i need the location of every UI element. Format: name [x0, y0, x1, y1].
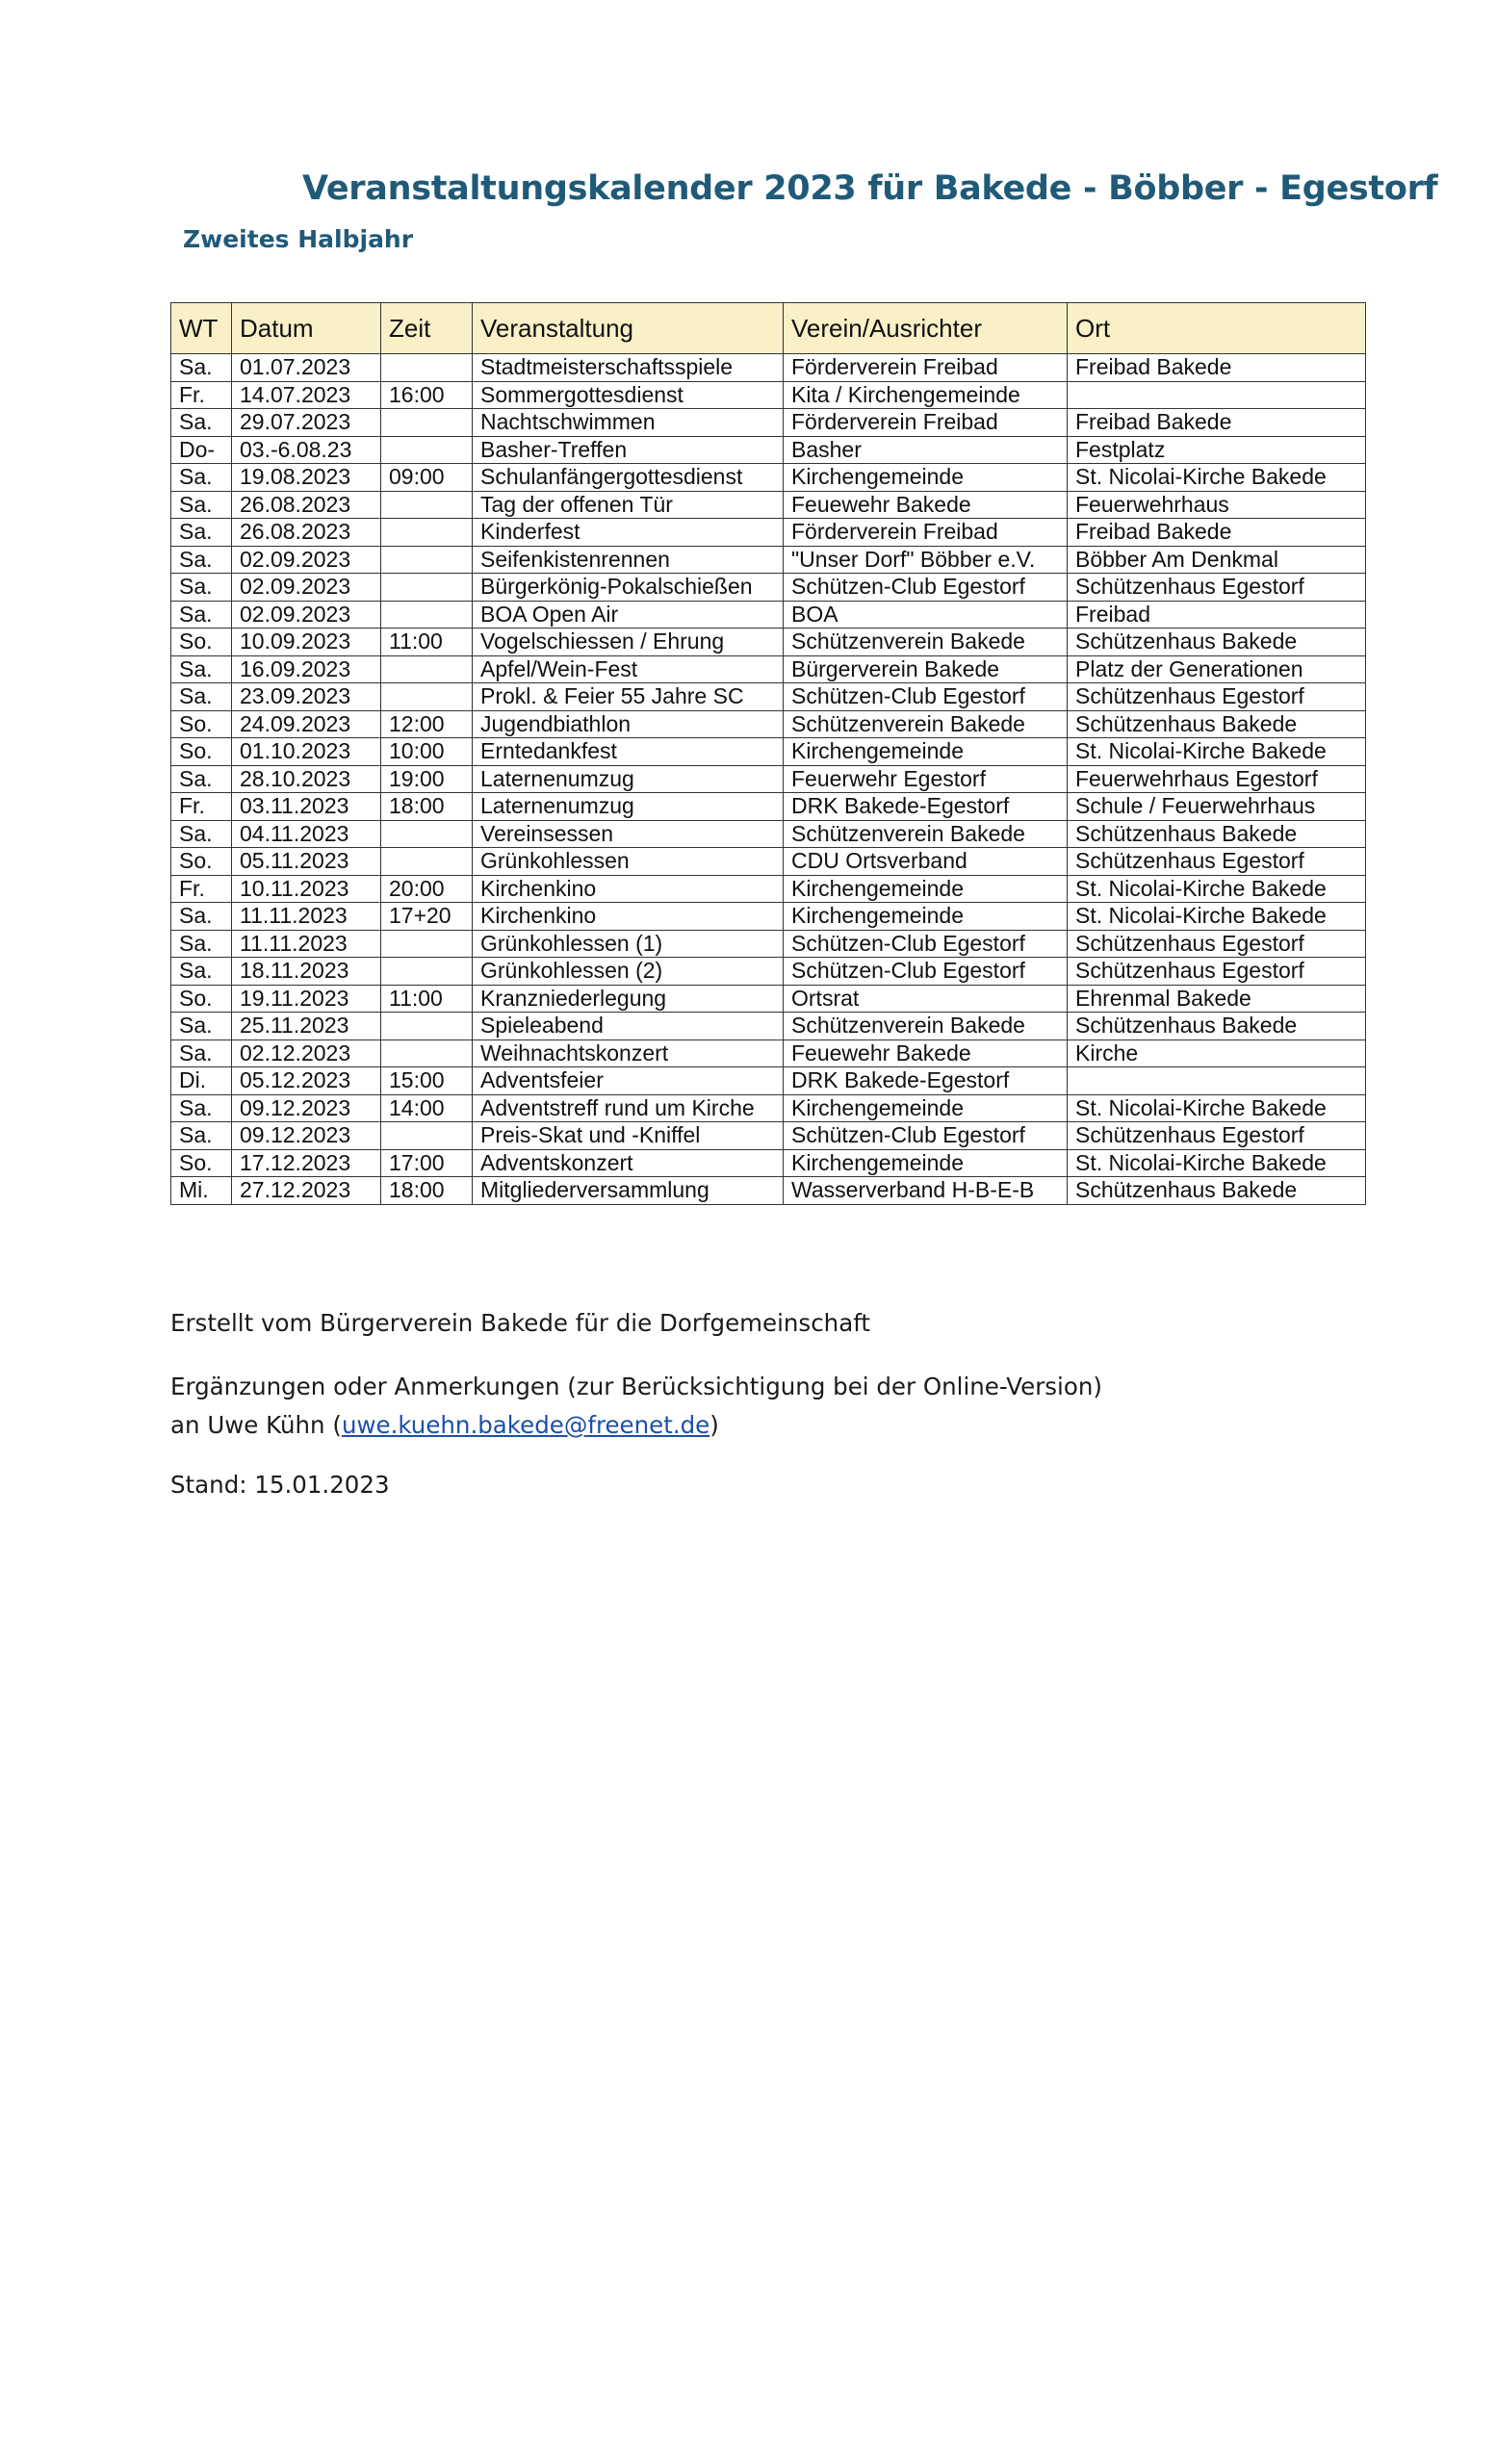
organizer-cell: DRK Bakede-Egestorf: [784, 1067, 1068, 1095]
events-table: [170, 302, 1366, 1205]
organizer-cell: Kirchengemeinde: [784, 464, 1068, 492]
weekday-cell: Sa.: [171, 958, 232, 986]
table-row: [171, 354, 1366, 382]
date-cell: 02.09.2023: [232, 601, 381, 629]
table-row: [171, 958, 1366, 986]
weekday-cell: Do-: [171, 436, 232, 464]
organizer-cell: Schützenverein Bakede: [784, 820, 1068, 848]
location-cell: Festplatz: [1068, 436, 1366, 464]
organizer-cell: Bürgerverein Bakede: [784, 655, 1068, 683]
time-cell: [381, 930, 473, 958]
time-cell: [381, 409, 473, 437]
date-cell: 26.08.2023: [232, 519, 381, 547]
location-cell: [1068, 381, 1366, 409]
time-cell: 17+20: [381, 903, 473, 931]
date-cell: 18.11.2023: [232, 958, 381, 986]
weekday-cell: So.: [171, 985, 232, 1013]
location-cell: Schützenhaus Bakede: [1068, 629, 1366, 656]
table-row: [171, 1149, 1366, 1177]
location-cell: Böbber Am Denkmal: [1068, 546, 1366, 574]
date-cell: 05.11.2023: [232, 848, 381, 876]
date-cell: 02.09.2023: [232, 574, 381, 602]
organizer-cell: Förderverein Freibad: [784, 409, 1068, 437]
location-cell: St. Nicolai-Kirche Bakede: [1068, 738, 1366, 766]
organizer-cell: BOA: [784, 601, 1068, 629]
organizer-cell: CDU Ortsverband: [784, 848, 1068, 876]
weekday-cell: Sa.: [171, 519, 232, 547]
table-row: [171, 546, 1366, 574]
location-cell: St. Nicolai-Kirche Bakede: [1068, 1094, 1366, 1122]
organizer-cell: Kirchengemeinde: [784, 903, 1068, 931]
time-cell: [381, 1122, 473, 1150]
organizer-cell: Schützen-Club Egestorf: [784, 930, 1068, 958]
date-cell: 03.11.2023: [232, 793, 381, 821]
location-cell: Platz der Generationen: [1068, 655, 1366, 683]
location-cell: St. Nicolai-Kirche Bakede: [1068, 464, 1366, 492]
weekday-cell: So.: [171, 1149, 232, 1177]
table-row: [171, 985, 1366, 1013]
table-body: [171, 354, 1366, 1205]
time-cell: 14:00: [381, 1094, 473, 1122]
location-cell: Schützenhaus Egestorf: [1068, 930, 1366, 958]
location-cell: Schützenhaus Egestorf: [1068, 683, 1366, 711]
weekday-cell: So.: [171, 710, 232, 738]
table-row: [171, 1094, 1366, 1122]
table-row: [171, 765, 1366, 793]
time-cell: 09:00: [381, 464, 473, 492]
time-cell: [381, 820, 473, 848]
date-cell: 01.07.2023: [232, 354, 381, 382]
event-cell: Mitgliederversammlung: [473, 1177, 784, 1205]
time-cell: 15:00: [381, 1067, 473, 1095]
column-header-date: Datum: [232, 303, 381, 354]
table-row: [171, 683, 1366, 711]
organizer-cell: Förderverein Freibad: [784, 354, 1068, 382]
date-cell: 10.11.2023: [232, 875, 381, 903]
organizer-cell: Kirchengemeinde: [784, 1094, 1068, 1122]
date-cell: 11.11.2023: [232, 930, 381, 958]
event-cell: BOA Open Air: [473, 601, 784, 629]
weekday-cell: Sa.: [171, 683, 232, 711]
weekday-cell: Di.: [171, 1067, 232, 1095]
event-cell: Grünkohlessen (2): [473, 958, 784, 986]
weekday-cell: Sa.: [171, 1040, 232, 1067]
event-cell: Kirchenkino: [473, 875, 784, 903]
weekday-cell: Sa.: [171, 765, 232, 793]
weekday-cell: Fr.: [171, 381, 232, 409]
date-cell: 23.09.2023: [232, 683, 381, 711]
date-cell: 27.12.2023: [232, 1177, 381, 1205]
date-cell: 19.11.2023: [232, 985, 381, 1013]
table-row: [171, 1177, 1366, 1205]
weekday-cell: Sa.: [171, 574, 232, 602]
event-cell: Spieleabend: [473, 1013, 784, 1040]
event-cell: Sommergottesdienst: [473, 381, 784, 409]
table-row: [171, 710, 1366, 738]
weekday-cell: Sa.: [171, 1013, 232, 1040]
table-row: [171, 629, 1366, 656]
table-row: [171, 574, 1366, 602]
organizer-cell: Feuerwehr Egestorf: [784, 765, 1068, 793]
table-row: [171, 464, 1366, 492]
time-cell: [381, 958, 473, 986]
event-cell: Stadtmeisterschaftsspiele: [473, 354, 784, 382]
event-cell: Kirchenkino: [473, 903, 784, 931]
date-cell: 01.10.2023: [232, 738, 381, 766]
weekday-cell: So.: [171, 629, 232, 656]
time-cell: [381, 354, 473, 382]
document-title: Veranstaltungskalender 2023 für Bakede - Böbber - Egestorf: [302, 169, 1438, 208]
location-cell: Ehrenmal Bakede: [1068, 985, 1366, 1013]
event-cell: Nachtschwimmen: [473, 409, 784, 437]
event-cell: Adventsfeier: [473, 1067, 784, 1095]
table-row: [171, 1013, 1366, 1040]
time-cell: [381, 848, 473, 876]
weekday-cell: Sa.: [171, 491, 232, 519]
event-cell: Grünkohlessen (1): [473, 930, 784, 958]
weekday-cell: Sa.: [171, 409, 232, 437]
table-row: [171, 1040, 1366, 1067]
status-date: Stand: 15.01.2023: [170, 1471, 390, 1499]
location-cell: Schützenhaus Egestorf: [1068, 958, 1366, 986]
weekday-cell: Sa.: [171, 546, 232, 574]
time-cell: [381, 519, 473, 547]
weekday-cell: Sa.: [171, 903, 232, 931]
event-cell: Seifenkistenrennen: [473, 546, 784, 574]
organizer-cell: Basher: [784, 436, 1068, 464]
date-cell: 02.09.2023: [232, 546, 381, 574]
location-cell: Freibad Bakede: [1068, 354, 1366, 382]
time-cell: 18:00: [381, 1177, 473, 1205]
location-cell: Freibad: [1068, 601, 1366, 629]
location-cell: Freibad Bakede: [1068, 409, 1366, 437]
date-cell: 04.11.2023: [232, 820, 381, 848]
date-cell: 14.07.2023: [232, 381, 381, 409]
time-cell: 19:00: [381, 765, 473, 793]
table-row: [171, 381, 1366, 409]
time-cell: 16:00: [381, 381, 473, 409]
table-row: [171, 930, 1366, 958]
location-cell: St. Nicolai-Kirche Bakede: [1068, 1149, 1366, 1177]
table-row: [171, 655, 1366, 683]
organizer-cell: Schützenverein Bakede: [784, 1013, 1068, 1040]
event-cell: Vereinsessen: [473, 820, 784, 848]
location-cell: Schützenhaus Bakede: [1068, 820, 1366, 848]
event-cell: Prokl. & Feier 55 Jahre SC: [473, 683, 784, 711]
organizer-cell: Kirchengemeinde: [784, 738, 1068, 766]
weekday-cell: Sa.: [171, 820, 232, 848]
contact-prefix: an Uwe Kühn (: [170, 1411, 342, 1439]
table-row: [171, 409, 1366, 437]
date-cell: 09.12.2023: [232, 1094, 381, 1122]
location-cell: Feuerwehrhaus Egestorf: [1068, 765, 1366, 793]
weekday-cell: Sa.: [171, 1122, 232, 1150]
weekday-cell: Sa.: [171, 930, 232, 958]
organizer-cell: Kirchengemeinde: [784, 875, 1068, 903]
organizer-cell: Schützen-Club Egestorf: [784, 1122, 1068, 1150]
event-cell: Adventstreff rund um Kirche: [473, 1094, 784, 1122]
time-cell: 11:00: [381, 985, 473, 1013]
table-row: [171, 436, 1366, 464]
date-cell: 26.08.2023: [232, 491, 381, 519]
organizer-cell: Feuewehr Bakede: [784, 491, 1068, 519]
organizer-cell: Wasserverband H-B-E-B: [784, 1177, 1068, 1205]
weekday-cell: Sa.: [171, 464, 232, 492]
table-row: [171, 1067, 1366, 1095]
location-cell: Schule / Feuerwehrhaus: [1068, 793, 1366, 821]
time-cell: 20:00: [381, 875, 473, 903]
organizer-cell: Schützen-Club Egestorf: [784, 958, 1068, 986]
event-cell: Bürgerkönig-Pokalschießen: [473, 574, 784, 602]
time-cell: 17:00: [381, 1149, 473, 1177]
table-row: [171, 491, 1366, 519]
location-cell: Feuerwehrhaus: [1068, 491, 1366, 519]
time-cell: 11:00: [381, 629, 473, 656]
organizer-cell: Schützen-Club Egestorf: [784, 574, 1068, 602]
organizer-cell: Ortsrat: [784, 985, 1068, 1013]
time-cell: [381, 1040, 473, 1067]
date-cell: 09.12.2023: [232, 1122, 381, 1150]
event-cell: Jugendbiathlon: [473, 710, 784, 738]
column-header-event: Veranstaltung: [473, 303, 784, 354]
weekday-cell: Sa.: [171, 655, 232, 683]
date-cell: 29.07.2023: [232, 409, 381, 437]
time-cell: 12:00: [381, 710, 473, 738]
organizer-cell: DRK Bakede-Egestorf: [784, 793, 1068, 821]
location-cell: Kirche: [1068, 1040, 1366, 1067]
table-row: [171, 848, 1366, 876]
date-cell: 16.09.2023: [232, 655, 381, 683]
contact-suffix: ): [709, 1411, 719, 1439]
column-header-location: Ort: [1068, 303, 1366, 354]
event-cell: Schulanfängergottesdienst: [473, 464, 784, 492]
location-cell: Freibad Bakede: [1068, 519, 1366, 547]
time-cell: [381, 601, 473, 629]
table-row: [171, 601, 1366, 629]
location-cell: Schützenhaus Egestorf: [1068, 848, 1366, 876]
table-row: [171, 875, 1366, 903]
event-cell: Kranzniederlegung: [473, 985, 784, 1013]
date-cell: 11.11.2023: [232, 903, 381, 931]
event-cell: Erntedankfest: [473, 738, 784, 766]
weekday-cell: Sa.: [171, 601, 232, 629]
date-cell: 03.-6.08.23: [232, 436, 381, 464]
weekday-cell: Sa.: [171, 1094, 232, 1122]
column-header-time: Zeit: [381, 303, 473, 354]
location-cell: Schützenhaus Bakede: [1068, 710, 1366, 738]
date-cell: 05.12.2023: [232, 1067, 381, 1095]
column-header-organizer: Verein/Ausrichter: [784, 303, 1068, 354]
header-row: [171, 303, 1366, 354]
organizer-cell: Schützen-Club Egestorf: [784, 683, 1068, 711]
location-cell: St. Nicolai-Kirche Bakede: [1068, 875, 1366, 903]
location-cell: [1068, 1067, 1366, 1095]
table-header: [171, 303, 1366, 354]
event-cell: Preis-Skat und -Kniffel: [473, 1122, 784, 1150]
date-cell: 25.11.2023: [232, 1013, 381, 1040]
event-cell: Laternenumzug: [473, 765, 784, 793]
contact-line: [170, 1411, 719, 1439]
weekday-cell: Sa.: [171, 354, 232, 382]
location-cell: Schützenhaus Egestorf: [1068, 1122, 1366, 1150]
event-cell: Laternenumzug: [473, 793, 784, 821]
additions-text: Ergänzungen oder Anmerkungen (zur Berücksichtigung bei der Online-Version): [170, 1373, 1102, 1400]
time-cell: 10:00: [381, 738, 473, 766]
table-row: [171, 903, 1366, 931]
location-cell: Schützenhaus Egestorf: [1068, 574, 1366, 602]
table-row: [171, 820, 1366, 848]
event-cell: Weihnachtskonzert: [473, 1040, 784, 1067]
weekday-cell: So.: [171, 848, 232, 876]
event-cell: Adventskonzert: [473, 1149, 784, 1177]
location-cell: Schützenhaus Bakede: [1068, 1013, 1366, 1040]
date-cell: 28.10.2023: [232, 765, 381, 793]
event-cell: Tag der offenen Tür: [473, 491, 784, 519]
time-cell: [381, 683, 473, 711]
weekday-cell: Fr.: [171, 793, 232, 821]
table-row: [171, 738, 1366, 766]
weekday-cell: So.: [171, 738, 232, 766]
event-cell: Basher-Treffen: [473, 436, 784, 464]
organizer-cell: "Unser Dorf" Böbber e.V.: [784, 546, 1068, 574]
table-row: [171, 519, 1366, 547]
organizer-cell: Feuewehr Bakede: [784, 1040, 1068, 1067]
date-cell: 17.12.2023: [232, 1149, 381, 1177]
time-cell: [381, 491, 473, 519]
table-row: [171, 793, 1366, 821]
event-cell: Vogelschiessen / Ehrung: [473, 629, 784, 656]
event-cell: Kinderfest: [473, 519, 784, 547]
time-cell: [381, 546, 473, 574]
organizer-cell: Kita / Kirchengemeinde: [784, 381, 1068, 409]
time-cell: 18:00: [381, 793, 473, 821]
organizer-cell: Kirchengemeinde: [784, 1149, 1068, 1177]
time-cell: [381, 1013, 473, 1040]
column-header-weekday: WT: [171, 303, 232, 354]
organizer-cell: Schützenverein Bakede: [784, 710, 1068, 738]
weekday-cell: Mi.: [171, 1177, 232, 1205]
time-cell: [381, 436, 473, 464]
organizer-cell: Schützenverein Bakede: [784, 629, 1068, 656]
email-link[interactable]: uwe.kuehn.bakede@freenet.de: [341, 1411, 710, 1439]
location-cell: St. Nicolai-Kirche Bakede: [1068, 903, 1366, 931]
table-row: [171, 1122, 1366, 1150]
date-cell: 24.09.2023: [232, 710, 381, 738]
time-cell: [381, 655, 473, 683]
event-cell: Grünkohlessen: [473, 848, 784, 876]
document-subtitle: Zweites Halbjahr: [183, 225, 414, 253]
weekday-cell: Fr.: [171, 875, 232, 903]
date-cell: 19.08.2023: [232, 464, 381, 492]
date-cell: 10.09.2023: [232, 629, 381, 656]
time-cell: [381, 574, 473, 602]
organizer-cell: Förderverein Freibad: [784, 519, 1068, 547]
event-cell: Apfel/Wein-Fest: [473, 655, 784, 683]
date-cell: 02.12.2023: [232, 1040, 381, 1067]
created-by-text: Erstellt vom Bürgerverein Bakede für die Dorfgemeinschaft: [170, 1309, 871, 1337]
location-cell: Schützenhaus Bakede: [1068, 1177, 1366, 1205]
